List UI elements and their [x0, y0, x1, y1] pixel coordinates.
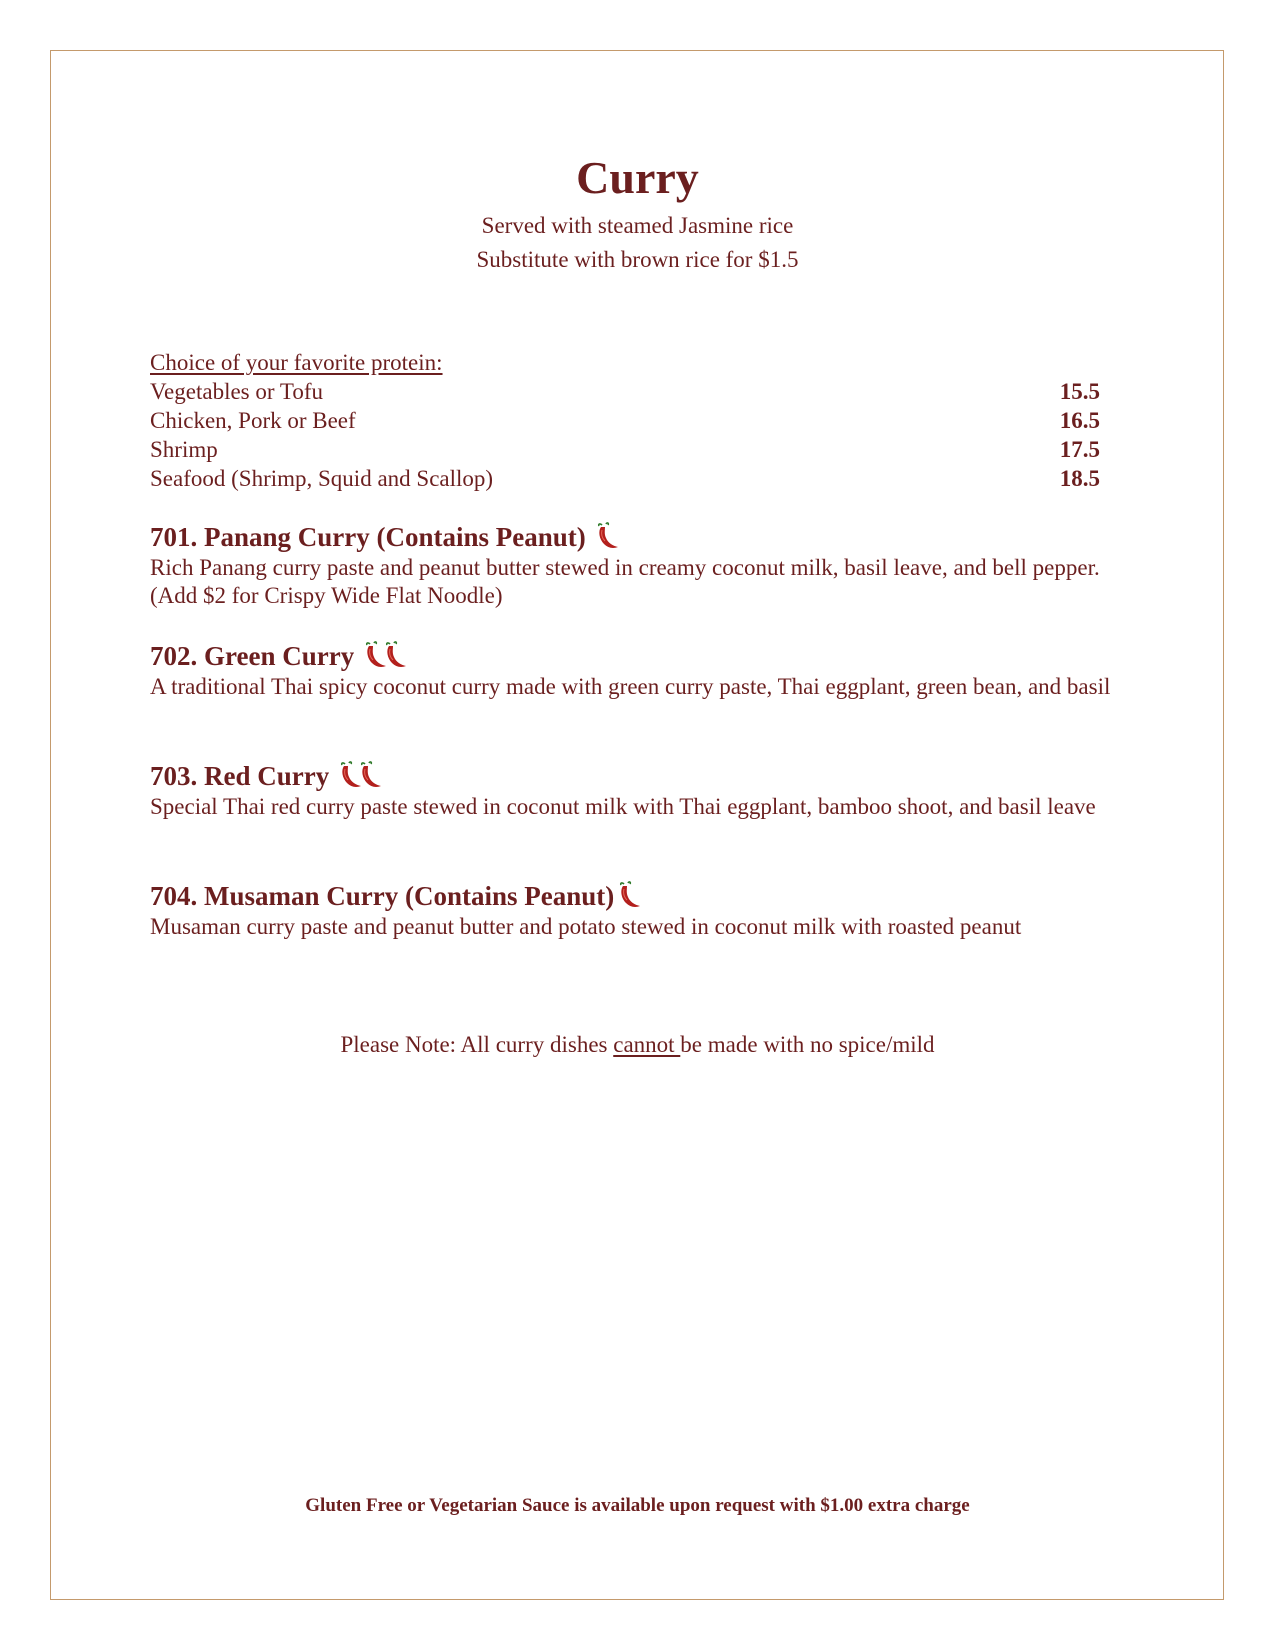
- protein-name: Shrimp: [150, 437, 218, 462]
- dish-description: Rich Panang curry paste and peanut butter stewed in creamy coconut milk, basil leave, and bell pepper. (Add $2 for Crispy Wide Flat Noodle): [150, 555, 1100, 608]
- footer-note: Gluten Free or Vegetarian Sauce is available upon request with $1.00 extra charge: [305, 1495, 970, 1516]
- protein-option: [150, 435, 1100, 464]
- page-border: [50, 50, 1224, 1600]
- dish-name: 701. Panang Curry (Contains Peanut): [150, 522, 586, 552]
- protein-price: 18.5: [1059, 466, 1100, 491]
- protein-option: [150, 377, 1100, 406]
- note-suffix: be made with no spice/mild: [680, 1032, 935, 1057]
- dish-description: A traditional Thai spicy coconut curry made with green curry paste, Thai eggplant, green bean, and basil: [150, 674, 1111, 699]
- protein-name: Chicken, Pork or Beef: [150, 408, 356, 433]
- dish-title: [150, 879, 1130, 913]
- subtitle-substitute: Substitute with brown rice for $1.5: [476, 247, 799, 272]
- spice-level: [616, 881, 642, 911]
- dish-title: [150, 639, 1130, 673]
- dish-name: 703. Red Curry: [150, 761, 330, 791]
- spice-level: [337, 761, 383, 791]
- protein-heading: Choice of your favorite protein:: [150, 350, 443, 375]
- protein-price: 15.5: [1059, 379, 1100, 404]
- protein-option: [150, 406, 1100, 435]
- dish-musaman-curry: [150, 879, 1130, 941]
- protein-section: [150, 348, 1100, 493]
- subtitle-rice: Served with steamed Jasmine rice: [481, 213, 794, 238]
- dish-title: [150, 520, 1130, 554]
- spice-level: [362, 641, 408, 671]
- chili-pepper-icon: [616, 881, 642, 911]
- chili-pepper-icon: [594, 522, 620, 552]
- note-emphasis: cannot: [613, 1032, 681, 1057]
- protein-option: [150, 464, 1100, 493]
- dish-title: [150, 759, 1130, 793]
- dish-name: 702. Green Curry: [150, 641, 355, 671]
- dish-panang-curry: [150, 520, 1130, 610]
- page-title: Curry: [576, 152, 699, 203]
- dish-name: 704. Musaman Curry (Contains Peanut): [150, 881, 615, 911]
- dish-green-curry: [150, 639, 1130, 701]
- protein-price: 16.5: [1059, 408, 1100, 433]
- protein-name: Seafood (Shrimp, Squid and Scallop): [150, 466, 494, 491]
- protein-price: 17.5: [1059, 437, 1100, 462]
- spice-level: [594, 522, 620, 552]
- spice-note: [0, 1031, 1275, 1059]
- dish-description: Musaman curry paste and peanut butter and potato stewed in coconut milk with roasted peanut: [150, 914, 1022, 939]
- dish-description: Special Thai red curry paste stewed in coconut milk with Thai eggplant, bamboo shoot, and basil leave: [150, 794, 1096, 819]
- dish-red-curry: [150, 759, 1130, 821]
- chili-pepper-icon: [382, 641, 408, 671]
- protein-name: Vegetables or Tofu: [150, 379, 323, 404]
- chili-pepper-icon: [357, 761, 383, 791]
- note-prefix: Please Note: All curry dishes: [340, 1032, 614, 1057]
